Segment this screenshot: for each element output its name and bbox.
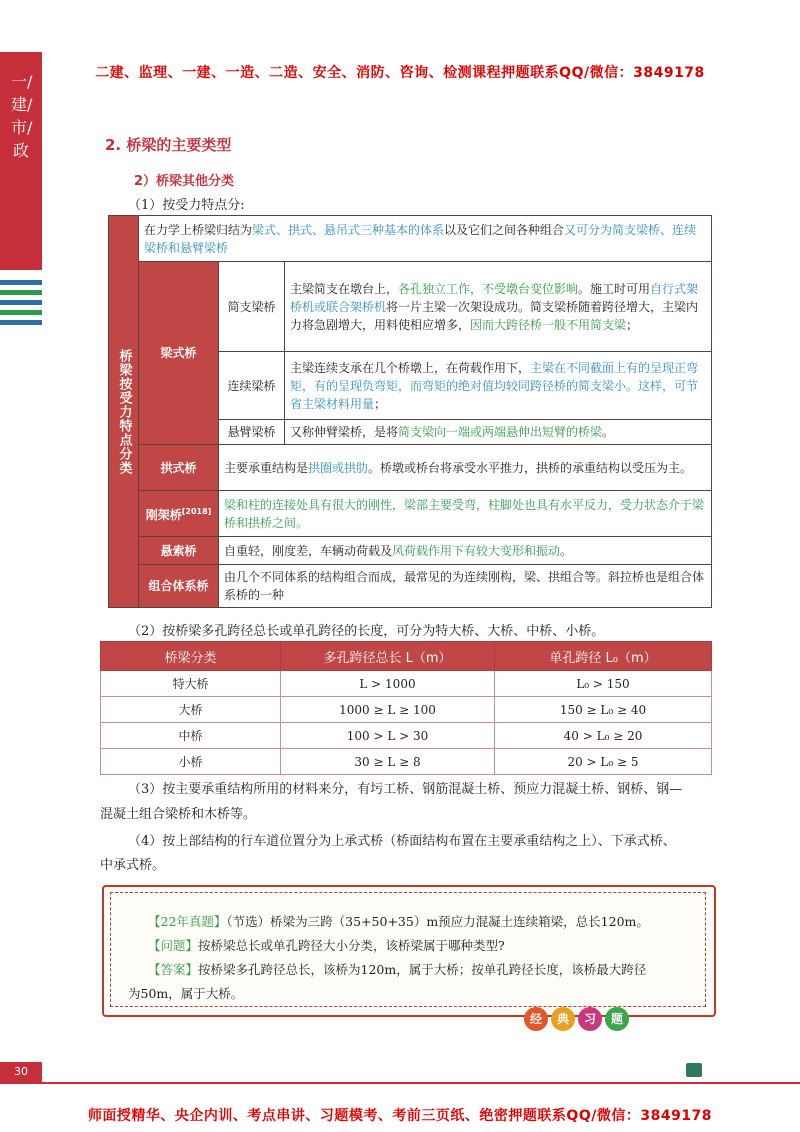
combined-system-label: 组合体系桥 xyxy=(139,565,219,608)
exercise-answer-line: 【答案】按桥梁多孔跨径总长，该桥为120m，属于大桥；按单孔跨径长度，该桥最大跨径 xyxy=(148,962,647,977)
item4-line1: （4）按上部结构的行车道位置分为上承式桥（桥面结构布置在主要承重结构之上）、下承式桥、 xyxy=(128,834,676,849)
col-header: 桥梁分类 xyxy=(101,642,281,671)
suspension-bridge-label: 悬索桥 xyxy=(139,537,219,565)
arch-bridge-desc: 主要承重结构是拱圈或拱肋。桥墩或桥台将承受水平推力，拱桥的承重结构以受压为主。 xyxy=(219,445,712,491)
promo-banner-top: 二建、监理、一建、一造、二造、安全、消防、咨询、检测课程押题联系QQ/微信：3849178 xyxy=(95,65,705,81)
combined-system-desc: 由几个不同体系的结构组合而成，最常见的为连续刚构，梁、拱组合等。斜拉桥也是组合体系桥的一种 xyxy=(219,565,712,608)
page-number: 30 xyxy=(0,1062,42,1082)
col-header: 单孔跨径 L₀（m） xyxy=(495,642,712,671)
rigid-frame-desc: 梁和柱的连接处具有很大的刚性，梁部主要受弯，柱脚处也具有水平反力，受力状态介于梁桥和拱桥之间。 xyxy=(219,491,712,537)
rigid-frame-label: 刚架桥[2018] xyxy=(139,491,219,537)
exercise-question-line: 【问题】按桥梁总长或单孔跨径大小分类，该桥梁属于哪种类型? xyxy=(148,938,505,953)
force-row-header: 桥梁按受力特点分类 xyxy=(109,216,139,608)
col-header: 多孔跨径总长 L（m） xyxy=(281,642,495,671)
chapter-side-label: 一/建/市/政 xyxy=(11,72,33,160)
subsection-title: 2）桥梁其他分类 xyxy=(134,174,235,189)
item4-line2: 中承式桥。 xyxy=(100,858,166,873)
continuous-beam-label: 连续梁桥 xyxy=(219,352,285,420)
simple-beam-label: 简支梁桥 xyxy=(219,262,285,352)
item2-heading: （2）按桥梁多孔跨径总长或单孔跨径的长度，可分为特大桥、大桥、中桥、小桥。 xyxy=(128,624,605,639)
footer-rule xyxy=(0,1082,800,1084)
badge-char: 典 xyxy=(551,1007,575,1031)
corner-logo-icon xyxy=(686,1063,702,1077)
beam-bridge-label: 梁式桥 xyxy=(139,262,219,445)
exercise-answer-line2: 为50m，属于大桥。 xyxy=(128,986,244,1001)
badge-char: 经 xyxy=(524,1007,548,1031)
force-classification-table xyxy=(108,215,712,608)
badge-char: 题 xyxy=(605,1007,629,1031)
force-intro-cell: 在力学上桥梁归结为梁式、拱式、悬吊式三种基本的体系以及它们之间各种组合又可分为简支梁桥、连续梁桥和悬臂梁桥 xyxy=(139,216,712,262)
exercise-exam-line: 【22年真题】（节选）桥梁为三跨（35+50+35）m预应力混凝土连续箱梁，总长120m。 xyxy=(148,914,649,929)
table-row: 特大桥 L > 1000 L₀ > 150 xyxy=(101,671,712,697)
item3-line2: 混凝土组合梁桥和木桥等。 xyxy=(100,807,257,822)
table-row: 大桥 1000 ≥ L ≥ 100 150 ≥ L₀ ≥ 40 xyxy=(101,697,712,723)
table-row: 小桥 30 ≥ L ≥ 8 20 > L₀ ≥ 5 xyxy=(101,749,712,775)
section-title: 2. 桥梁的主要类型 xyxy=(105,136,232,154)
item1-heading: （1）按受力特点分: xyxy=(128,198,245,213)
table-row: 中桥 100 > L > 30 40 > L₀ ≥ 20 xyxy=(101,723,712,749)
item3-line1: （3）按主要承重结构所用的材料来分，有圬工桥、钢筋混凝土桥、预应力混凝土桥、钢桥、钢— xyxy=(128,782,683,797)
badge-char: 习 xyxy=(578,1007,602,1031)
arch-bridge-label: 拱式桥 xyxy=(139,445,219,491)
continuous-beam-desc: 主梁连续支承在几个桥墩上，在荷载作用下，主梁在不同截面上有的呈现正弯矩，有的呈现负弯矩，而弯矩的绝对值均较同跨径桥的简支梁小。这样，可节省主梁材料用量； xyxy=(285,352,712,420)
promo-banner-bottom: 师面授精华、央企内训、考点串讲、习题模考、考前三页纸、绝密押题联系QQ/微信：3849178 xyxy=(87,1108,713,1124)
cantilever-beam-label: 悬臂梁桥 xyxy=(219,420,285,445)
suspension-bridge-desc: 自重轻，刚度差，车辆动荷载及风荷载作用下有较大变形和振动。 xyxy=(219,537,712,565)
simple-beam-desc: 主梁简支在墩台上，各孔独立工作，不受墩台变位影响。施工时可用自行式架桥机或联合架桥机将一片主梁一次架设成功。简支梁桥随着跨径增大，主梁内力将急剧增大，用料使相应增多，因而大跨径桥一般不用简支梁； xyxy=(285,262,712,352)
span-classification-table xyxy=(100,641,712,775)
cantilever-beam-desc: 又称伸臂梁桥，是将简支梁向一端或两端悬伸出短臂的桥梁。 xyxy=(285,420,712,445)
